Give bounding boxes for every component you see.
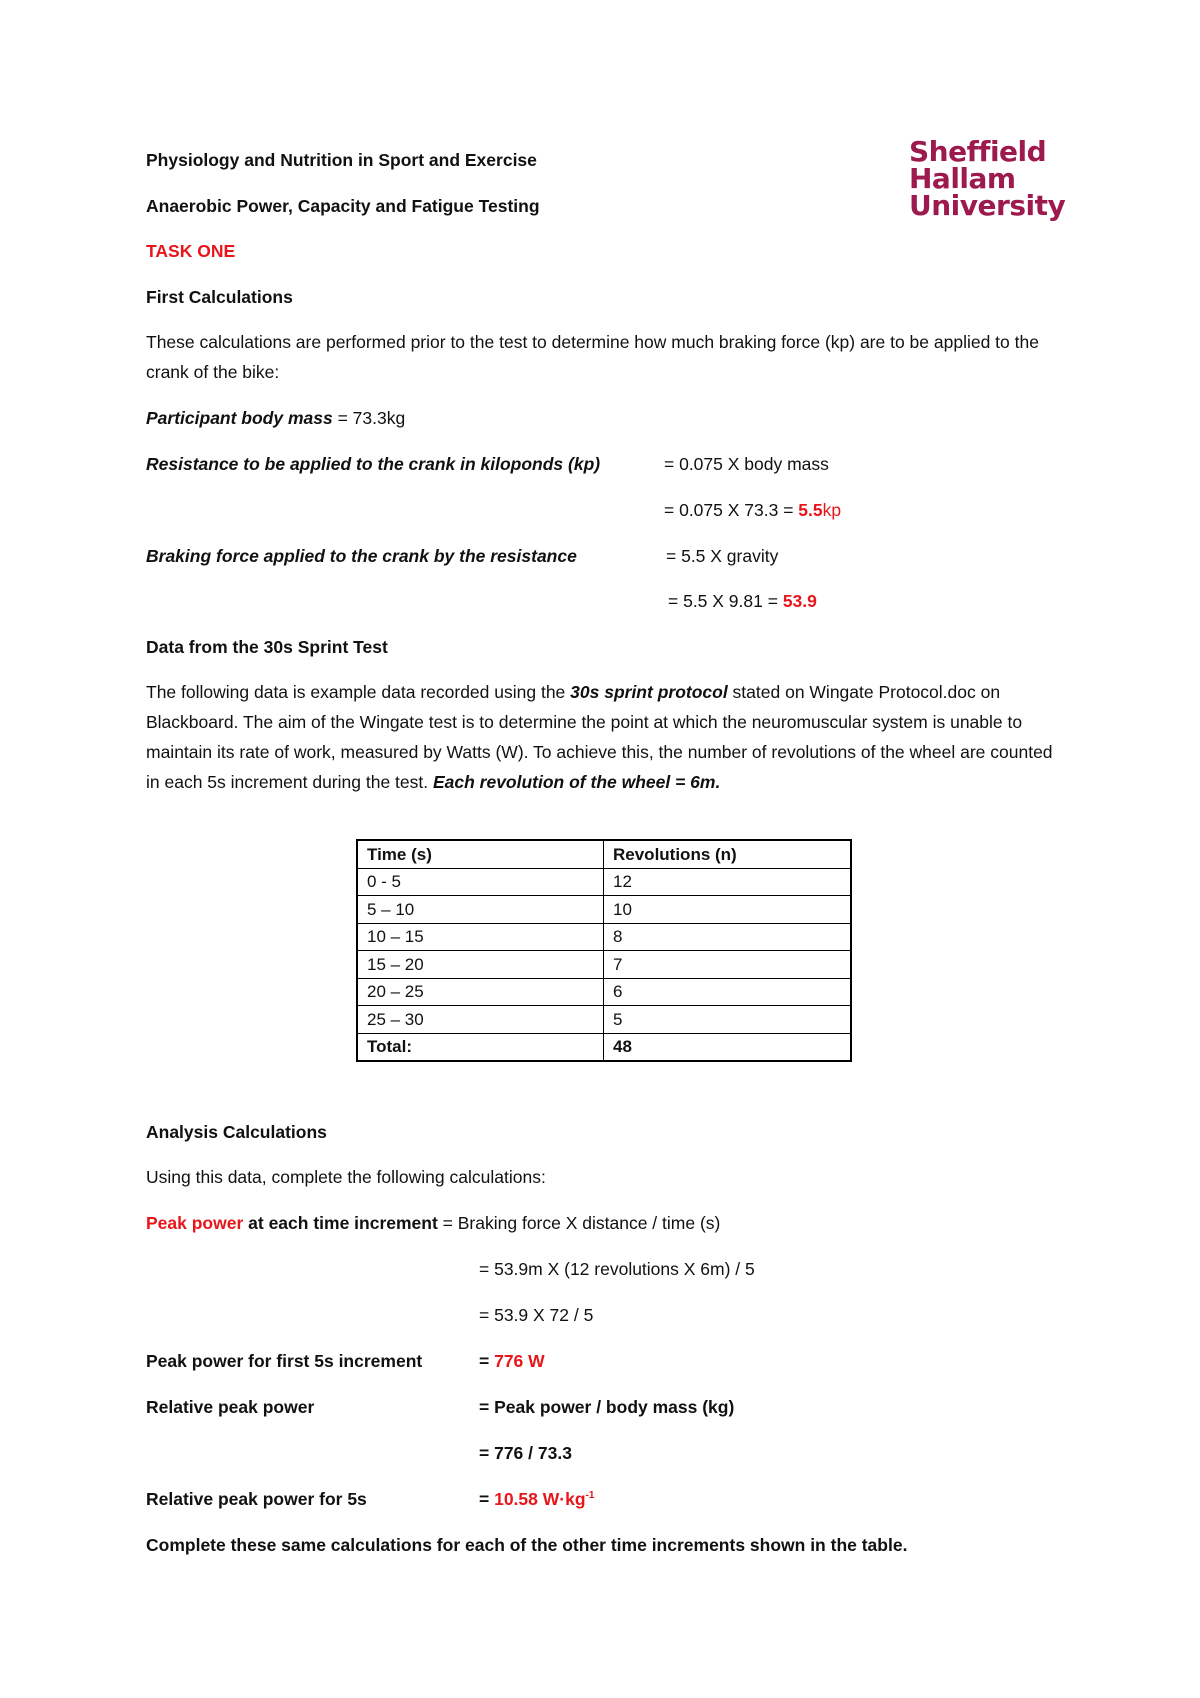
table-cell-time: 10 – 15	[357, 923, 604, 951]
body-mass-line	[146, 408, 405, 429]
table-total-value: 48	[604, 1033, 852, 1061]
resistance-equation-2	[664, 500, 841, 521]
relative-5s-superscript: -1	[585, 1490, 595, 1502]
braking-equation-2-text: = 5.5 X 9.81 =	[668, 591, 783, 611]
sprint-text-2: stated on Wingate Protocol.doc on Blackboard. The aim of the Wingate test is to determine the point at which the neuromuscular system is unable to maintain its rate of work, measured by Watts (W). To achieve this, the number of revolutions of the wheel are counted in each 5s increment during the test.	[146, 682, 1053, 792]
braking-result: 53.9	[782, 591, 817, 611]
first-5s-result-line	[479, 1351, 545, 1372]
table-header-time: Time (s)	[357, 840, 604, 868]
braking-force-label: Braking force applied to the crank by the resistance	[146, 546, 577, 566]
analysis-heading: Analysis Calculations	[146, 1122, 327, 1142]
table-cell-time: 0 - 5	[357, 868, 604, 896]
relative-5s-result-line	[479, 1489, 594, 1510]
table-cell-revolutions: 10	[604, 896, 852, 924]
document-title: Anaerobic Power, Capacity and Fatigue Testing	[146, 196, 540, 216]
wheel-revolution-note: Each revolution of the wheel = 6m.	[432, 772, 721, 792]
peak-power-equation-3: = 53.9 X 72 / 5	[479, 1305, 594, 1325]
sprint-test-heading: Data from the 30s Sprint Test	[146, 637, 388, 657]
sprint-test-paragraph	[146, 677, 1056, 797]
resistance-result: 5.5	[798, 500, 823, 520]
university-logo	[909, 135, 1066, 222]
table-cell-revolutions: 12	[604, 868, 852, 896]
table-cell-time: 25 – 30	[357, 1006, 604, 1034]
braking-equation-1: = 5.5 X gravity	[666, 546, 779, 566]
table-cell-revolutions: 7	[604, 951, 852, 979]
logo-line-1: Sheffield	[909, 135, 1047, 168]
closing-instruction: Complete these same calculations for each of the other time increments shown in the table.	[146, 1535, 908, 1555]
resistance-unit: kp	[822, 500, 842, 520]
table-cell-time: 15 – 20	[357, 951, 604, 979]
logo-line-3: University	[909, 189, 1066, 222]
sprint-text-1: The following data is example data recorded using the	[146, 682, 571, 702]
logo-line-2: Hallam	[909, 162, 1016, 195]
analysis-intro: Using this data, complete the following calculations:	[146, 1167, 546, 1187]
revolutions-table	[356, 839, 852, 1062]
resistance-equation-1: = 0.075 X body mass	[664, 454, 829, 474]
sprint-protocol-emphasis: 30s sprint protocol	[570, 682, 728, 702]
table-cell-revolutions: 8	[604, 923, 852, 951]
task-label: TASK ONE	[146, 241, 236, 261]
resistance-label: Resistance to be applied to the crank in kiloponds (kp)	[146, 454, 601, 474]
peak-power-equation-1: = Braking force X distance / time (s)	[437, 1213, 721, 1233]
table-cell-revolutions: 5	[604, 1006, 852, 1034]
table-row	[357, 923, 851, 951]
course-title: Physiology and Nutrition in Sport and Exercise	[146, 150, 537, 170]
braking-equation-2	[668, 591, 817, 612]
table-cell-time: 20 – 25	[357, 978, 604, 1006]
table-cell-time: 5 – 10	[357, 896, 604, 924]
first-calculations-intro: These calculations are performed prior to the test to determine how much braking force (kp) are to be applied to the crank of the bike:	[146, 332, 1039, 382]
relative-5s-eq-prefix: =	[479, 1489, 495, 1509]
peak-power-label-rest: at each time increment	[243, 1213, 438, 1233]
first-calculations-heading: First Calculations	[146, 287, 293, 307]
relative-peak-power-equation-1: = Peak power / body mass (kg)	[479, 1397, 735, 1417]
relative-peak-power-equation-2: = 776 / 73.3	[479, 1443, 572, 1463]
table-row	[357, 896, 851, 924]
body-mass-label: Participant body mass	[146, 408, 333, 428]
table-cell-revolutions: 6	[604, 978, 852, 1006]
first-5s-result: 776 W	[494, 1351, 545, 1371]
resistance-equation-2-text: = 0.075 X 73.3 =	[664, 500, 799, 520]
table-row	[357, 868, 851, 896]
table-row	[357, 978, 851, 1006]
relative-5s-label: Relative peak power for 5s	[146, 1489, 367, 1509]
first-5s-eq-prefix: =	[479, 1351, 495, 1371]
table-row	[357, 1006, 851, 1034]
table-header-revolutions: Revolutions (n)	[604, 840, 852, 868]
table-header-row	[357, 840, 851, 868]
relative-peak-power-label: Relative peak power	[146, 1397, 315, 1417]
table-row	[357, 951, 851, 979]
peak-power-equation-2: = 53.9m X (12 revolutions X 6m) / 5	[479, 1259, 755, 1279]
body-mass-value: = 73.3kg	[332, 408, 406, 428]
relative-5s-result: 10.58 W·kg	[494, 1489, 586, 1509]
table-total-label: Total:	[357, 1033, 604, 1061]
peak-power-red-label: Peak power	[146, 1213, 244, 1233]
table-total-row	[357, 1033, 851, 1061]
first-5s-label: Peak power for first 5s increment	[146, 1351, 423, 1371]
peak-power-line	[146, 1213, 720, 1234]
